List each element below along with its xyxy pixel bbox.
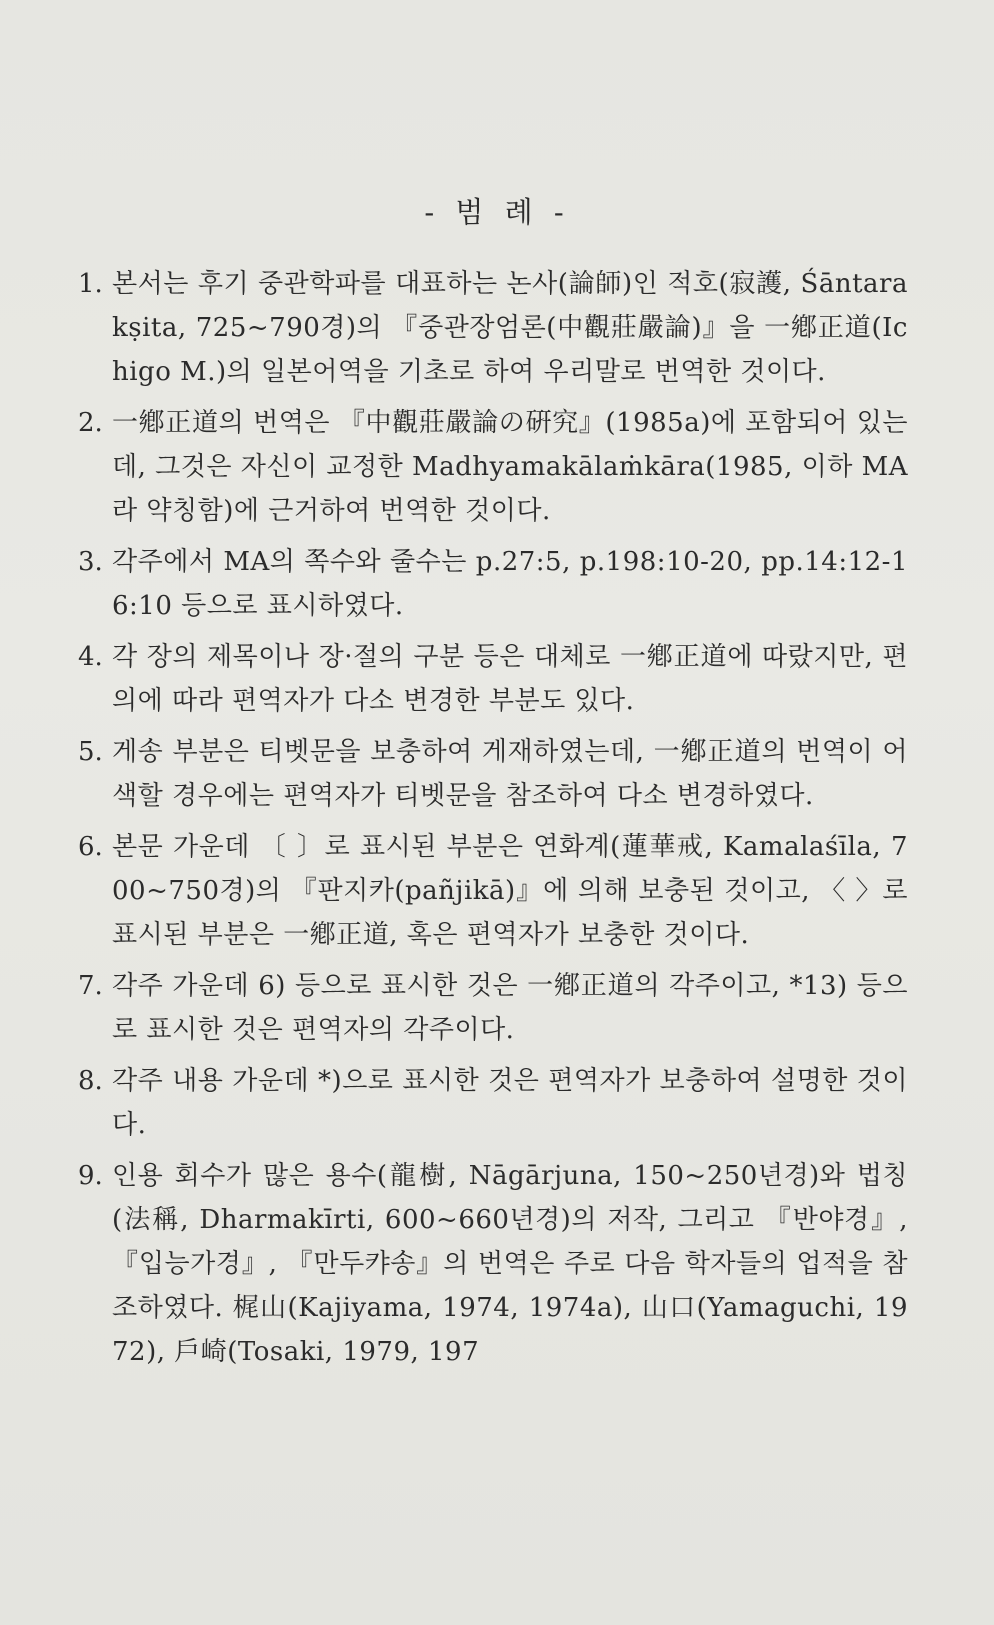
list-item	[78, 730, 908, 818]
list-item	[78, 964, 908, 1052]
item-number: 6.	[78, 832, 103, 862]
item-number: 3.	[78, 547, 103, 577]
list-item	[78, 635, 908, 723]
item-text: 인용 회수가 많은 용수(龍樹, Nāgārjuna, 150~250년경)와 법칭(法稱, Dharmakīrti, 600~660년경)의 저작, 그리고 『반야경』, 『입능가경』, 『만두캬송』의 번역은 주로 다음 학자들의 업적을 참조하였다. 梶山(Kajiyama, 1974, 1974a), 山口(Yamaguchi, 1972), 戶崎(Tosaki, 1979, 197	[112, 1161, 908, 1367]
legend-list	[78, 262, 908, 1381]
page-title: - 범 례 -	[424, 195, 570, 229]
item-number: 5.	[78, 737, 103, 767]
item-number: 1.	[78, 269, 103, 299]
item-text: 각주 내용 가운데 *)으로 표시한 것은 편역자가 보충하여 설명한 것이다.	[112, 1066, 908, 1140]
item-number: 8.	[78, 1066, 103, 1096]
item-text: 본문 가운데 〔 〕로 표시된 부분은 연화계(蓮華戒, Kamalaśīla, 700~750경)의 『판지카(pañjikā)』에 의해 보충된 것이고, 〈 〉로 표시된 부분은 一鄕正道, 혹은 편역자가 보충한 것이다.	[112, 832, 908, 950]
list-item	[78, 825, 908, 957]
list-item	[78, 1059, 908, 1147]
item-number: 9.	[78, 1161, 103, 1191]
item-number: 4.	[78, 642, 103, 672]
item-number: 7.	[78, 971, 103, 1001]
item-text: 각주 가운데 6) 등으로 표시한 것은 一鄕正道의 각주이고, *13) 등으로 표시한 것은 편역자의 각주이다.	[112, 971, 908, 1045]
list-item	[78, 540, 908, 628]
item-number: 2.	[78, 408, 103, 438]
item-text: 각 장의 제목이나 장·절의 구분 등은 대체로 一鄕正道에 따랐지만, 편의에 따라 편역자가 다소 변경한 부분도 있다.	[112, 642, 908, 716]
item-text: 게송 부분은 티벳문을 보충하여 게재하였는데, 一鄕正道의 번역이 어색할 경우에는 편역자가 티벳문을 참조하여 다소 변경하였다.	[112, 737, 908, 811]
item-text: 각주에서 MA의 쪽수와 줄수는 p.27:5, p.198:10-20, pp.14:12-16:10 등으로 표시하였다.	[112, 547, 908, 621]
item-text: 一鄕正道의 번역은 『中觀莊嚴論の硏究』(1985a)에 포함되어 있는데, 그것은 자신이 교정한 Madhyamakālaṁkāra(1985, 이하 MA라 약칭함)에 근거하여 번역한 것이다.	[112, 408, 908, 526]
list-item	[78, 262, 908, 394]
item-text: 본서는 후기 중관학파를 대표하는 논사(論師)인 적호(寂護, Śāntarakṣita, 725~790경)의 『중관장엄론(中觀莊嚴論)』을 一鄕正道(Ichigo M.)의 일본어역을 기초로 하여 우리말로 번역한 것이다.	[112, 269, 908, 387]
list-item	[78, 1154, 908, 1374]
list-item	[78, 401, 908, 533]
